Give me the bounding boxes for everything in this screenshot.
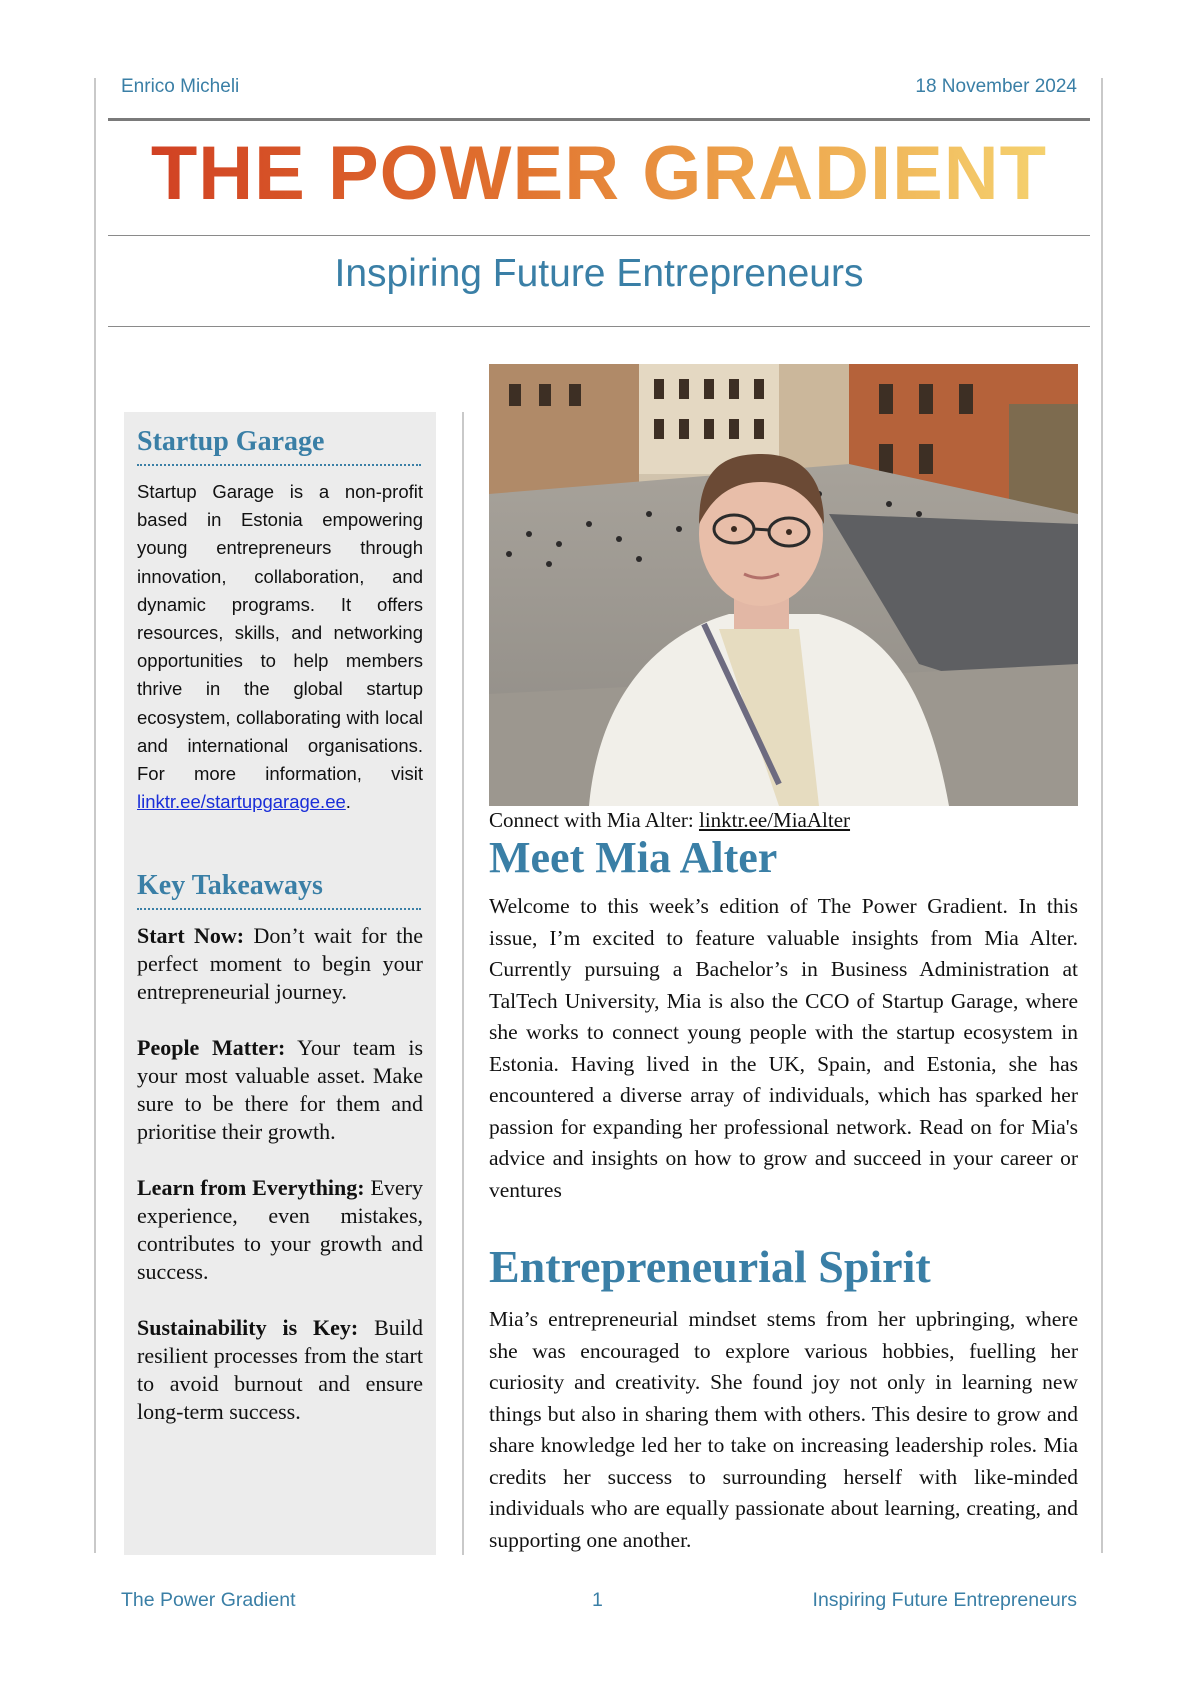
org-text: Startup Garage is a non-profit based in Estonia empowering young entrepreneurs through innovation, collaboration, and dynamic programs. It offers resources, skills, and networking opportunities to help members thrive in the global startup ecosystem, collaborating with local and international organisations. For more information, visit — [137, 481, 423, 785]
org-title-divider — [137, 464, 421, 466]
footer-page-number: 1 — [592, 1589, 603, 1611]
header-date: 18 November 2024 — [915, 76, 1077, 97]
org-section — [137, 424, 423, 835]
takeaway-text: Every experience, even mistakes, contributes to your growth and success. — [137, 1175, 423, 1284]
org-link[interactable]: linktr.ee/startupgarage.ee — [137, 791, 346, 813]
column-divider — [462, 412, 464, 1555]
section1-title: Meet Mia Alter — [489, 833, 778, 882]
takeaway-item — [137, 1034, 423, 1146]
footer-left: The Power Gradient — [121, 1589, 296, 1611]
takeaway-text: Don’t wait for the perfect moment to begin your entrepreneurial journey. — [137, 923, 423, 1004]
section2-title: Entrepreneurial Spirit — [489, 1241, 931, 1292]
org-title: Startup Garage — [137, 426, 325, 457]
masthead-rule — [108, 235, 1090, 236]
sidebar — [124, 412, 436, 1555]
takeaway-label: Sustainability is Key: — [137, 1315, 359, 1340]
page-frame-left — [94, 78, 96, 1553]
portrait-photo — [489, 364, 1078, 806]
portrait-photo-illustration — [489, 364, 1078, 806]
caption-prefix: Connect with Mia Alter: — [489, 808, 699, 832]
takeaways-section — [137, 868, 423, 1454]
footer-right: Inspiring Future Entrepreneurs — [812, 1589, 1077, 1611]
takeaway-label: Learn from Everything: — [137, 1175, 365, 1200]
page-frame-right — [1101, 78, 1103, 1553]
takeaway-text: Your team is your most valuable asset. Make sure to be there for them and prioritise their growth. — [137, 1035, 424, 1144]
header-author: Enrico Micheli — [121, 76, 240, 97]
masthead-title: THE POWER GRADIENT — [108, 130, 1090, 218]
takeaway-label: Start Now: — [137, 923, 245, 948]
masthead-subtitle: Inspiring Future Entrepreneurs — [334, 252, 864, 295]
section1-text: Welcome to this week’s edition of The Power Gradient. In this issue, I’m excited to feature valuable insights from Mia Alter. Currently pursuing a Bachelor’s in Business Administration at TalTech University, Mia is also the CCO of Startup Garage, where she works to connect young people with the startup ecosystem in Estonia. Having lived in the UK, Spain, and Estonia, she has encountered a diverse array of individuals, which has sparked her passion for expanding her professional network. Read on for Mia's advice and insights on how to grow and succeed in your career or ventures — [489, 894, 1078, 1202]
takeaway-item — [137, 1314, 423, 1426]
section2-text: Mia’s entrepreneurial mindset stems from her upbringing, where she was encouraged to explore various hobbies, fuelling her curiosity and creativity. She found joy not only in learning new things but also in sharing them with others. This desire to grow and share knowledge led her to take on increasing leadership roles. Mia credits her success to surrounding herself with like-minded individuals who are equally passionate about learning, creating, and supporting one another. — [489, 1307, 1078, 1552]
takeaways-divider — [137, 908, 421, 910]
header-rule — [108, 118, 1090, 121]
takeaway-label: People Matter: — [137, 1035, 286, 1060]
takeaway-item — [137, 922, 423, 1006]
caption-link[interactable]: linktr.ee/MiaAlter — [698, 808, 851, 832]
subtitle-rule — [108, 326, 1090, 327]
photo-caption — [489, 808, 850, 833]
takeaway-item — [137, 1174, 423, 1286]
takeaways-title: Key Takeaways — [137, 870, 323, 901]
org-description — [137, 478, 423, 816]
org-link-suffix: . — [345, 791, 351, 813]
takeaway-text: Build resilient processes from the start to avoid burnout and ensure long-term success. — [137, 1315, 424, 1424]
